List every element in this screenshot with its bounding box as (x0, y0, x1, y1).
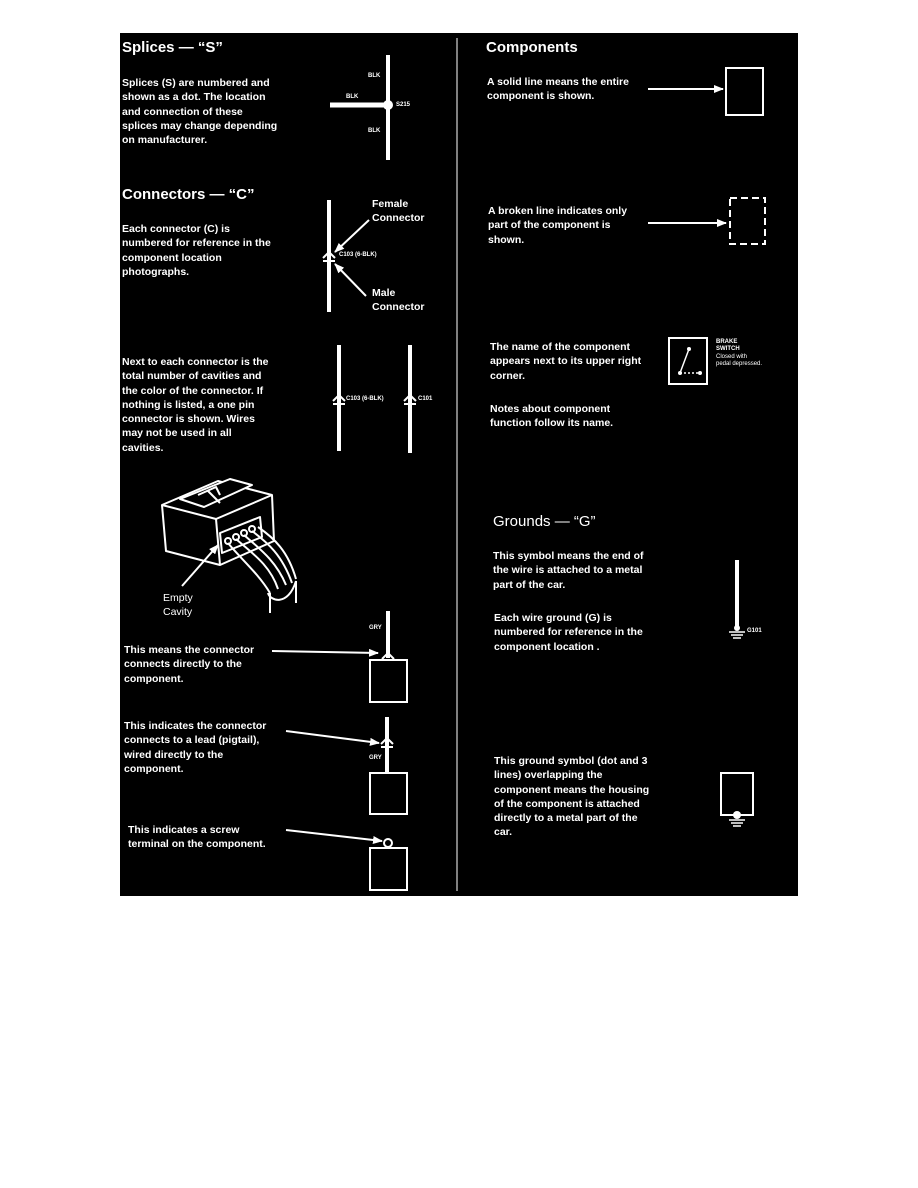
splice-wire-top: BLK (368, 73, 381, 79)
pigtail-connector-diagram (286, 717, 407, 814)
pigtail-connector-text: This indicates the connector connects to a lead (pigtail), wired directly to the component. (124, 720, 267, 775)
component-name-text: The name of the component appears next to its upper right corner. (490, 341, 642, 382)
pigtail-wire-color: GRY (369, 755, 382, 761)
broken-component-diagram (648, 198, 765, 244)
empty-cavity-label: Empty Cavity (163, 592, 193, 618)
ground-symbol-text: This symbol means the end of the wire is attached to a metal part of the car. (493, 550, 644, 591)
connectors-heading: Connectors — “C” (122, 186, 255, 203)
splices-text: Splices (S) are numbered and shown as a dot. The location and connection of these splices may change depending on manufacturer. (122, 77, 278, 147)
component-notes-text: Notes about component function follow its name. (490, 403, 614, 430)
connector-label-b: C101 (418, 396, 433, 402)
connector-label-a: C103 (6-BLK) (346, 396, 384, 402)
splice-diagram (330, 55, 393, 160)
splice-wire-left: BLK (346, 94, 359, 100)
ground-number-text: Each wire ground (G) is numbered for reference in the component location . (494, 612, 643, 653)
splice-wire-bottom: BLK (368, 128, 381, 134)
splice-id: S215 (396, 102, 411, 108)
brake-switch-note: Closed with pedal depressed. (716, 354, 763, 367)
housing-ground-text: This ground symbol (dot and 3 lines) overlapping the component means the housing of the component is attached directly to a metal part of the car. (494, 755, 650, 839)
direct-connector-text: This means the connector connects directly to the component. (124, 644, 255, 685)
solid-component-diagram (648, 68, 763, 115)
broken-line-text: A broken line indicates only part of the component is shown. (488, 205, 628, 246)
brake-switch-name: BRAKE SWITCH (716, 339, 740, 352)
grounds-heading: Grounds — “G” (493, 513, 596, 530)
ground-id: G101 (747, 628, 762, 634)
housing-ground-diagram (721, 773, 753, 826)
direct-wire-color: GRY (369, 625, 382, 631)
screw-terminal-diagram (286, 830, 407, 890)
wiring-legend-panel (120, 33, 798, 896)
solid-line-text: A solid line means the entire component is shown. (487, 76, 629, 103)
brake-switch-diagram (669, 338, 707, 384)
screw-terminal-text: This indicates a screw terminal on the component. (128, 824, 266, 851)
components-heading: Components (486, 39, 578, 56)
ground-symbol-diagram (729, 560, 745, 638)
connector-c103-label: C103 (6-BLK) (339, 252, 377, 258)
connectors-text: Each connector (C) is numbered for reference in the component location photographs. (122, 223, 271, 278)
splice-dot (383, 100, 393, 110)
male-connector-label: Male Connector (372, 287, 425, 313)
cavities-text: Next to each connector is the total number of cavities and the color of the connector. If nothing is listed, a one pin connector is shown. Wires may not be used in all cavities. (122, 356, 269, 454)
female-connector-label: Female Connector (372, 198, 425, 224)
splices-heading: Splices — “S” (122, 39, 223, 56)
